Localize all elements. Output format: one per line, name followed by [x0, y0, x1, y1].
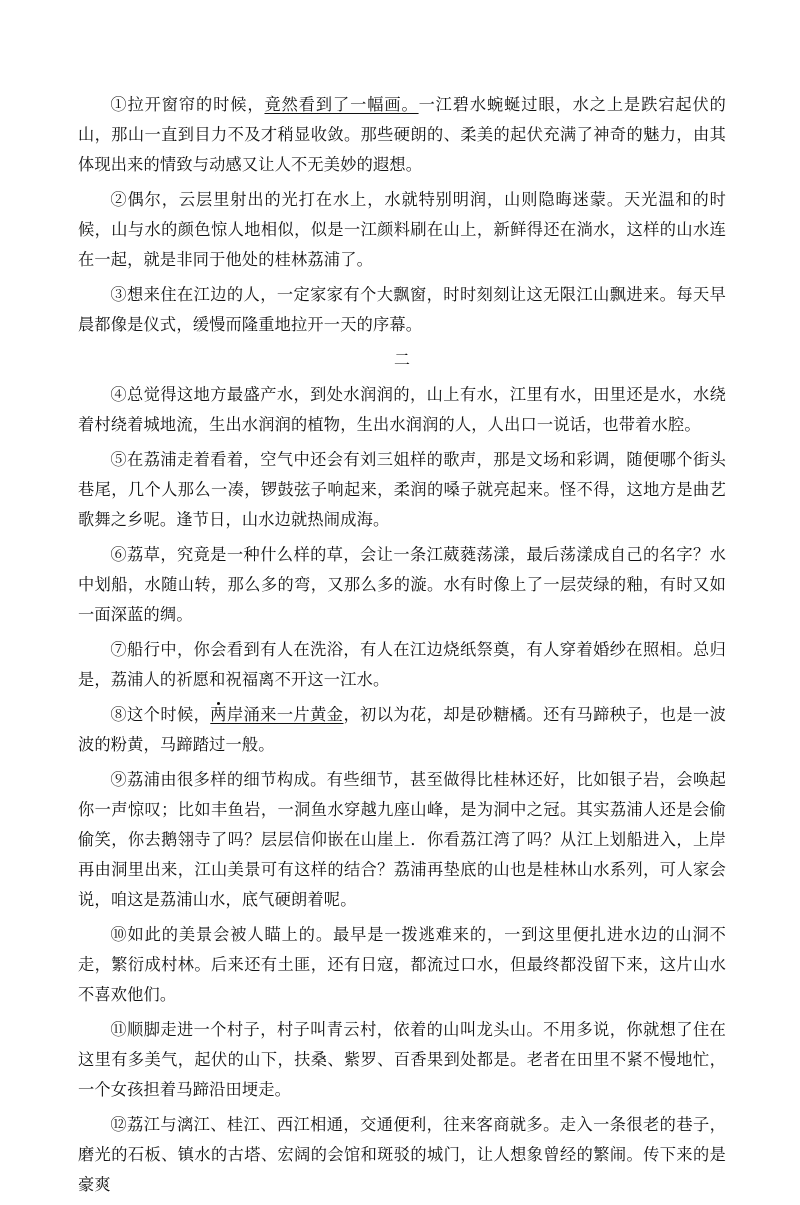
paragraph-8 [78, 700, 726, 760]
paragraph-6 [78, 540, 726, 630]
paragraph-text: ，初以为花，却是砂糖橘。还有马蹄秧子，也是一波波的粉黄，马蹄踏过一般。 [78, 705, 727, 754]
paragraph-number: ⑥ [110, 545, 128, 564]
paragraph-text: 一江碧水蜿蜒过眼，水之上是跌宕起伏的山，那山一直到目力不及才稍显收敛。那些硬朗的、柔美的起伏充满了神奇的魅力，由其体现出来的情致与动感又让人不无美妙的遐想。 [78, 95, 726, 174]
paragraph-text: 想来住在江边的人，一定家家有个大飘窗，时时刻刻让这无限江山飘进来。每天早晨都像是仪式，缓慢而隆重地拉开一天的序幕。 [78, 285, 727, 334]
paragraph-9 [78, 765, 726, 915]
paragraph-5 [78, 445, 726, 535]
paragraph-text: 船行中，你会看到有人在洗浴，有人在江边烧纸祭奠，有人穿着婚纱在照相。总归是，荔浦人的祈愿和祝福离不开这一江水。 [78, 640, 727, 689]
paragraph-number: ⑦ [110, 640, 128, 659]
paragraph-number: ① [110, 95, 128, 114]
paragraph-text: 拉开窗帘的时候， [127, 95, 265, 114]
paragraph-number: ⑪ [110, 1020, 128, 1039]
paragraph-text: 总觉得这地方最盛产水，到处水润润的，山上有水，江里有水，田里还是水，水绕着村绕着城地流，生出水润润的植物，生出水润润的人，人出口一说话，也带着水腔。 [78, 385, 727, 434]
paragraph-2 [78, 185, 726, 275]
paragraph-text: 这个时候， [127, 705, 211, 724]
paragraph-4 [78, 380, 726, 440]
paragraph-number: ③ [110, 285, 128, 304]
underlined-phrase [210, 705, 343, 724]
paragraph-number: ② [110, 190, 128, 209]
paragraph-text: 如此的美景会被人瞄上的。最早是一拨逃难来的，一到这里便扎进水边的山洞不走，繁衍成村林。后来还有土匪，还有日寇，都流过口水，但最终都没留下来，这片山水不喜欢他们。 [78, 925, 726, 1004]
paragraph-text: 在荔浦走着看着，空气中还会有刘三姐样的歌声，那是文场和彩调，随便哪个街头巷尾，几个人那么一凑，锣鼓弦子响起来，柔润的嗓子就亮起来。怪不得，这地方是曲艺歌舞之乡呢。逢节日，山水边就热闹成海。 [78, 450, 727, 529]
paragraph-text: 顺脚走进一个村子，村子叫青云村，依着的山叫龙头山。不用多说，你就想了住在这里有多美气，起伏的山下，扶桑、紫罗、百香果到处都是。老者在田里不紧不慢地忙，一个女孩担着马蹄沿田埂走。 [78, 1020, 727, 1099]
document-page [78, 90, 726, 1205]
paragraph-number: ⑫ [110, 1115, 128, 1134]
paragraph-text: 偶尔，云层里射出的光打在水上，水就特别明润，山则隐晦迷蒙。天光温和的时候，山与水的颜色惊人地相似，似是一江颜料刷在山上，新鲜得还在淌水，这样的山水连在一起，就是非同于他处的桂林荔浦了。 [78, 190, 726, 269]
underlined-phrase-rest: 岸涌来一片黄金 [226, 705, 344, 724]
paragraph-text: 荔草，究竟是一种什么样的草，会让一条江葳蕤荡漾，最后荡漾成自己的名字？水中划船，水随山转，那么多的弯，又那么多的漩。水有时像上了一层荧绿的釉，有时又如一面深蓝的绸。 [78, 545, 727, 624]
paragraph-11 [78, 1015, 726, 1105]
underlined-phrase: 竟然看到了一幅画。 [264, 95, 419, 114]
section-title: 二 [393, 350, 410, 369]
paragraph-number: ⑩ [110, 925, 128, 944]
paragraph-12 [78, 1110, 726, 1200]
paragraph-number: ④ [110, 385, 128, 404]
paragraph-10 [78, 920, 726, 1010]
paragraph-number: ⑤ [110, 450, 128, 469]
paragraph-1 [78, 90, 726, 180]
emphasis-dot-char: 两 [210, 705, 227, 724]
paragraph-7 [78, 635, 726, 695]
paragraph-number: ⑧ [110, 705, 128, 724]
paragraph-3 [78, 280, 726, 340]
paragraph-number: ⑨ [110, 770, 128, 789]
paragraph-text: 荔江与漓江、桂江、西江相通，交通便利，往来客商就多。走入一条很老的巷子，磨光的石板、镇水的古塔、宏阔的会馆和斑驳的城门，让人想象曾经的繁闹。传下来的是豪爽 [78, 1115, 727, 1194]
paragraph-text: 荔浦由很多样的细节构成。有些细节，甚至做得比桂林还好，比如银子岩，会唤起你一声惊叹；比如丰鱼岩，一洞鱼水穿越九座山峰，是为洞中之冠。其实荔浦人还是会偷偷笑，你去鹅翎寺了吗？层层信仰嵌在山崖上．你看荔江湾了吗？从江上划船进入，上岸再由洞里出来，江山美景可有这样的结合？荔浦再垫底的山也是桂林山水系列，可人家会说，咱这是荔浦山水，底气硬朗着呢。 [78, 770, 727, 909]
